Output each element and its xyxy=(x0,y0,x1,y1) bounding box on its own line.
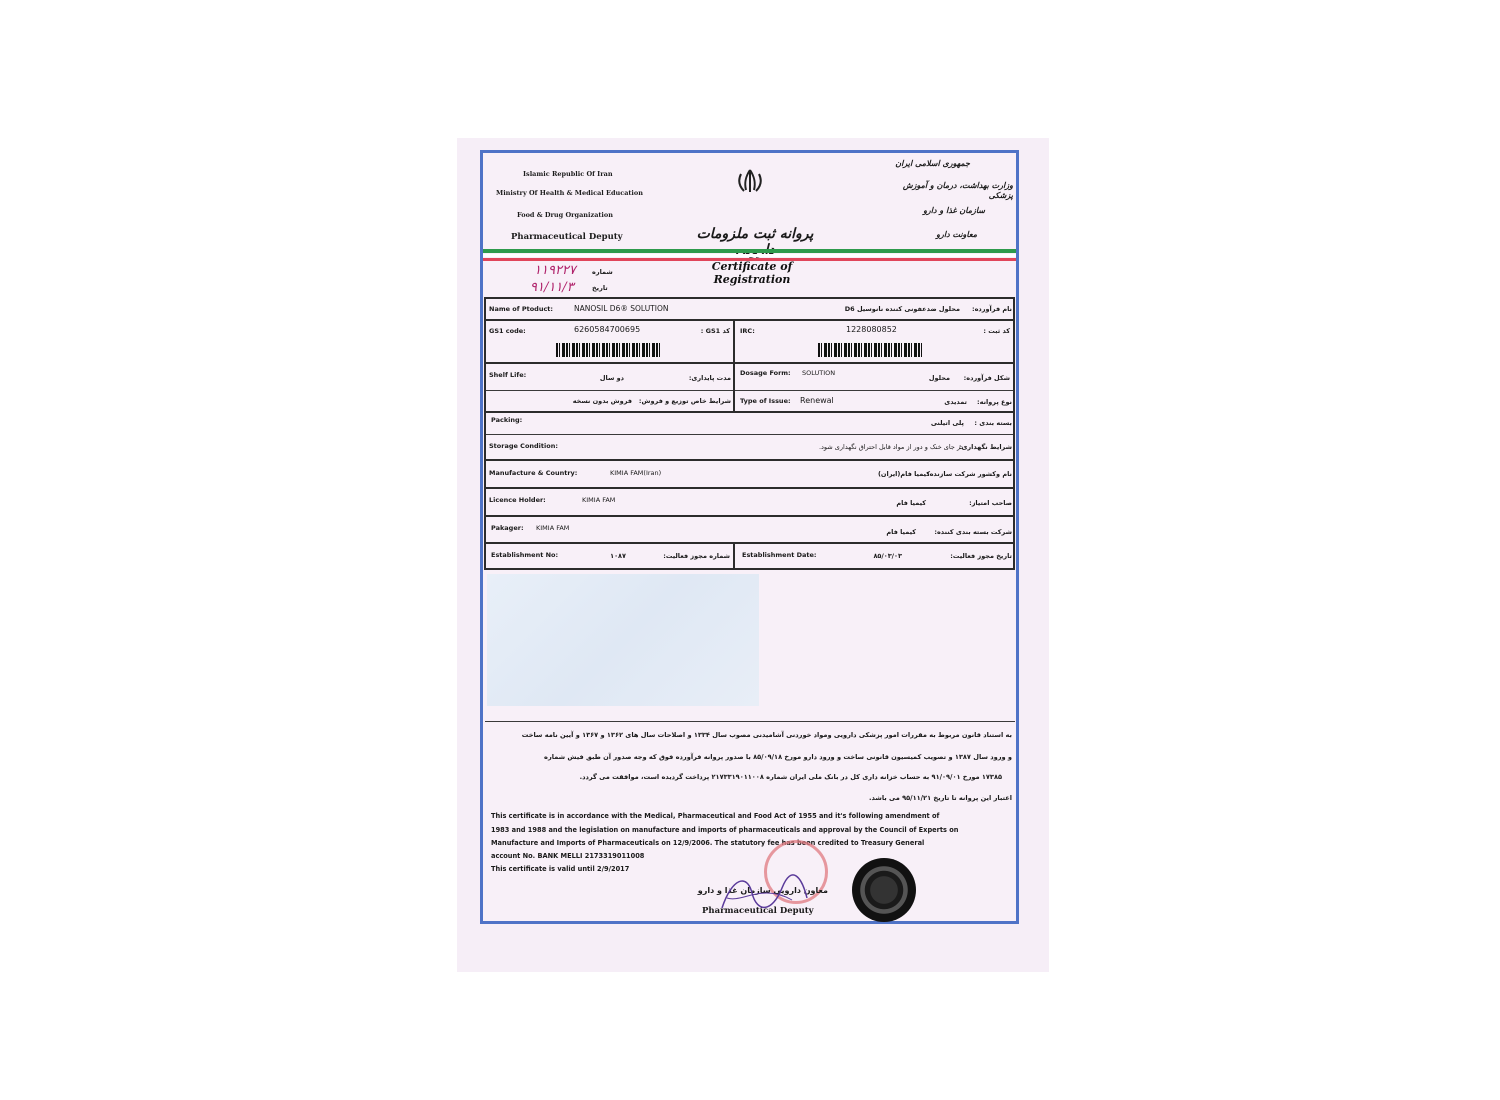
body-fa-line-1: به استناد قانون مربوط به مقررات امور پزشکی دارویی ومواد خوردنی آشامیدنی مصوب سال ۱۳۳۴ و اصلاحات سال های ۱۳۶۲ و ۱۳۶۷ و آیین نامه ساخت xyxy=(521,731,1012,739)
row-divider xyxy=(485,542,1015,544)
title-english: Certificate of Registration xyxy=(711,260,793,286)
header-fa-line-3: سازمان غذا و دارو xyxy=(923,205,985,215)
manufacture-label-fa: نام وکشور شرکت سازنده: xyxy=(927,470,1012,478)
body-en-line-2: 1983 and 1988 and the legislation on manufacture and imports of pharmaceuticals and approval by the Council of Experts on xyxy=(491,826,959,834)
table-border-bottom xyxy=(485,568,1015,570)
licence-holder-label-fa: صاحب امتیاز: xyxy=(969,499,1012,507)
number-label: شماره xyxy=(592,268,613,276)
product-label-fa: نام فرآورده: xyxy=(972,305,1012,313)
header-fa-line-2: وزارت بهداشت، درمان و آموزش پزشکی xyxy=(902,180,1013,200)
registration-number: ۱۱۹۲۲۷ xyxy=(534,263,576,278)
signature-title-en: Pharmaceutical Deputy xyxy=(702,906,814,916)
row-divider xyxy=(485,390,1015,391)
header-fa-line-1: جمهوری اسلامی ایران xyxy=(895,158,970,168)
table-border-right xyxy=(1013,297,1015,570)
distribution-value: فروش بدون نسخه xyxy=(572,397,632,405)
signature-title-fa: معاون دارویی سازمان غذا و دارو xyxy=(697,886,828,895)
body-en-line-4: account No. BANK MELLI 2173319011008 xyxy=(491,852,645,860)
issue-label: Type of Issue: xyxy=(740,397,791,405)
body-en-line-1: This certificate is in accordance with the Medical, Pharmaceutical and Food Act of 1955 and it's following amendment of xyxy=(491,812,940,820)
licence-holder-label: Licence Holder: xyxy=(489,496,546,504)
storage-label-fa: شرایط نگهداری: xyxy=(958,443,1012,451)
product-value: NANOSIL D6® SOLUTION xyxy=(574,304,669,313)
title-persian: پروانه ثبت ملزومات xyxy=(696,226,814,242)
date-label: تاریخ xyxy=(592,284,608,292)
row-divider xyxy=(485,459,1015,461)
hologram-stamp xyxy=(852,858,916,922)
row-divider xyxy=(485,487,1015,489)
body-fa-line-2: و ورود سال ۱۳۸۷ و تصویب کمیسیون قانونی ساخت و ورود دارو مورخ ۸۵/۰۹/۱۸ با صدور پروانه فرآورده فوق که وجه صدور آن طبق فیش شماره xyxy=(544,753,1012,761)
table-border-left xyxy=(484,297,486,570)
storage-label: Storage Condition: xyxy=(489,442,558,450)
dosage-label: Dosage Form: xyxy=(740,369,791,377)
shelf-life-label: Shelf Life: xyxy=(489,371,527,379)
packager-value: KIMIA FAM xyxy=(536,524,570,532)
column-divider xyxy=(733,320,735,412)
header-en-line-3: Food & Drug Organization xyxy=(517,211,613,219)
header-en-line-2: Ministry Of Health & Medical Education xyxy=(496,189,643,197)
body-fa-line-3: ۱۷۳۸۵ مورخ ۹۱/۰۹/۰۱ به حساب خزانه داری کل در بانک ملی ایران شماره ۲۱۷۳۳۱۹۰۱۱۰۰۸ پرداخت گردیده است، موافقت می گردد. xyxy=(579,773,1002,781)
row-divider xyxy=(485,515,1015,517)
green-stripe xyxy=(483,249,1016,253)
establishment-no-label-fa: شماره مجوز فعالیت: xyxy=(663,552,730,560)
dosage-value: SOLUTION xyxy=(802,369,836,377)
white-stripe xyxy=(483,254,1016,257)
dosage-value-fa: محلول xyxy=(928,374,950,382)
signature-scribble xyxy=(712,868,812,918)
gs1-label-fa: کد GS1 : xyxy=(700,327,730,335)
table-border-top xyxy=(485,297,1015,299)
header-en-line-1: Islamic Republic Of Iran xyxy=(523,170,613,178)
iran-emblem-icon xyxy=(736,168,764,194)
header-fa-line-4: معاونت دارو xyxy=(936,229,977,239)
gs1-label: GS1 code: xyxy=(489,327,526,335)
establishment-no-value: ۱۰۸۷ xyxy=(610,552,626,560)
row-divider xyxy=(485,411,1015,413)
irc-value: 1228080852 xyxy=(846,325,897,334)
body-en-line-3: Manufacture and Imports of Pharmaceuticals on 12/9/2006. The statutory fee has been credited to Treasury General xyxy=(491,839,925,847)
dosage-label-fa: شکل فرآورده: xyxy=(963,374,1010,382)
body-fa-line-4: اعتبار این پروانه تا تاریخ ۹۵/۱۱/۲۱ می باشد. xyxy=(869,794,1012,802)
issue-label-fa: نوع پروانه: xyxy=(977,398,1012,406)
establishment-date-value: ۸۵/۰۳/۰۳ xyxy=(873,552,902,560)
packing-label: Packing: xyxy=(491,416,523,424)
shelf-life-label-fa: مدت پایداری: xyxy=(688,374,731,382)
licence-holder-value: KIMIA FAM xyxy=(582,496,616,504)
manufacture-value: KIMIA FAM(Iran) xyxy=(610,469,662,477)
shelf-life-value: دو سال xyxy=(599,374,624,382)
establishment-no-label: Establishment No: xyxy=(491,551,559,559)
manufacture-label: Manufacture & Country: xyxy=(489,469,578,477)
registration-date: ۹۱/۱۱/۳ xyxy=(530,280,574,295)
storage-value: در جای خنک و دور از مواد قابل احتراق نگهداری شود. xyxy=(818,443,963,451)
establishment-date-label: Establishment Date: xyxy=(742,551,817,559)
packager-label-fa: شرکت بسته بندی کننده: xyxy=(934,528,1012,536)
row-divider xyxy=(485,362,1015,364)
manufacture-value-fa: کیمیا فام(ایران) xyxy=(877,470,930,478)
redacted-area xyxy=(487,574,759,706)
issue-value-fa: تمدیدی xyxy=(944,398,967,406)
distribution-label: شرایط خاص توزیع و فروش: xyxy=(638,397,731,405)
packager-label: Pakager: xyxy=(491,524,524,532)
row-divider xyxy=(485,434,1015,435)
irc-label-fa: کد ثبت : xyxy=(983,327,1010,335)
product-label: Name of Ptoduct: xyxy=(489,305,554,313)
product-value-fa: محلول ضدعفونی کننده نانوسیل D6 xyxy=(844,305,960,313)
packing-value: پلی اتیلنی xyxy=(930,419,964,427)
establishment-date-label-fa: تاریخ مجوز فعالیت: xyxy=(950,552,1012,560)
row-divider xyxy=(485,319,1015,321)
gs1-barcode xyxy=(556,343,662,357)
packing-label-fa: بسته بندی : xyxy=(974,419,1012,427)
body-en-line-5: This certificate is valid until 2/9/2017 xyxy=(491,865,630,873)
irc-label: IRC: xyxy=(740,327,755,335)
issue-value: Renewal xyxy=(800,396,834,405)
gs1-value: 6260584700695 xyxy=(574,325,641,334)
packager-value-fa: کیمیا فام xyxy=(886,528,916,536)
header-en-line-4: Pharmaceutical Deputy xyxy=(511,232,623,242)
licence-holder-value-fa: کیمیا فام xyxy=(896,499,926,507)
column-divider xyxy=(733,543,735,569)
section-divider xyxy=(485,721,1015,722)
irc-barcode xyxy=(818,343,924,357)
